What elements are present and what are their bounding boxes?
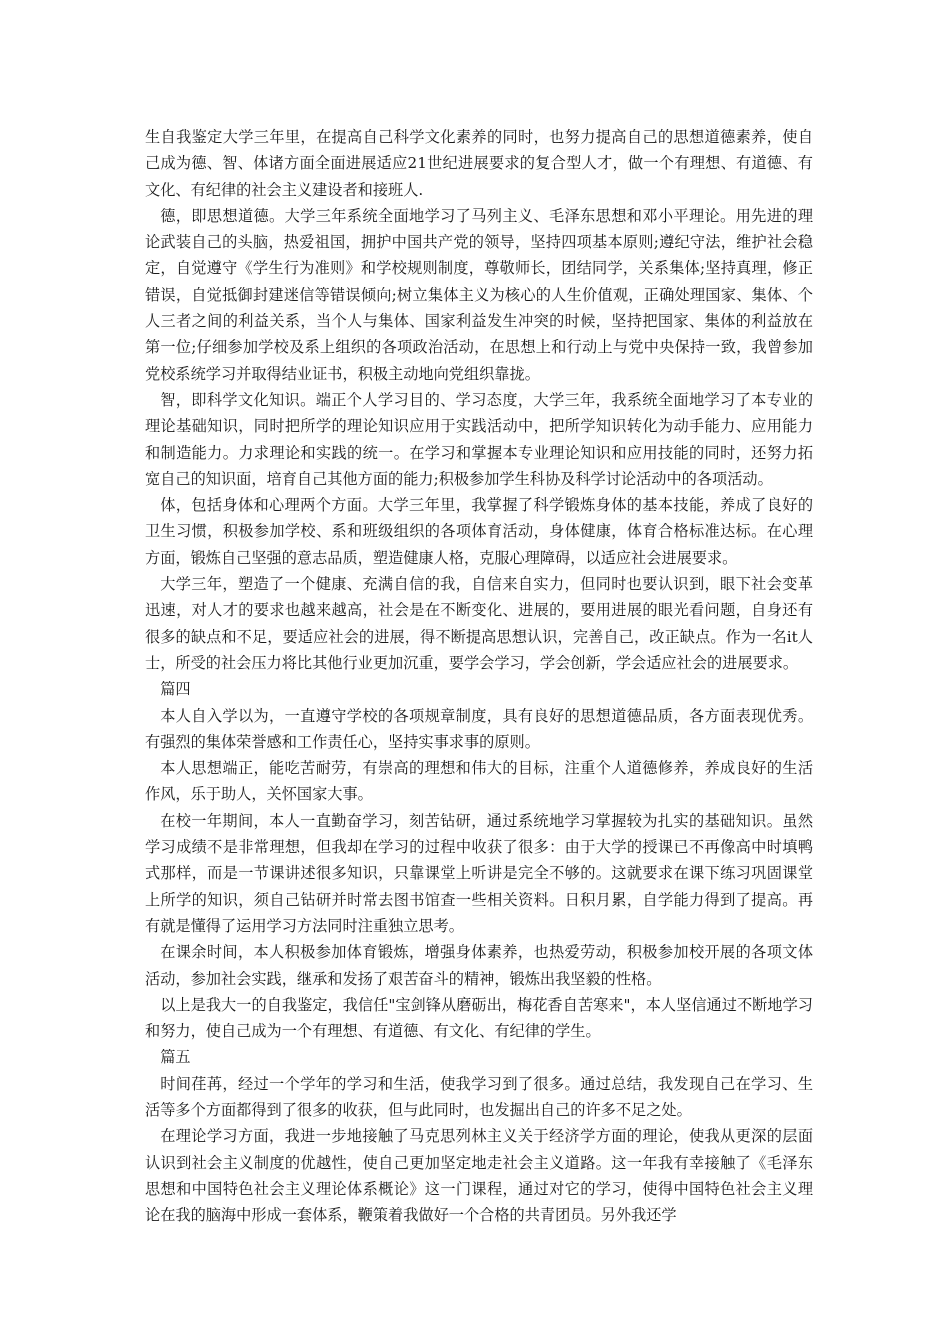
paragraph-year-review: 时间荏苒，经过一个学年的学习和生活，使我学习到了很多。通过总结，我发现自己在学习、生活等多个方面都得到了很多的收获，但与此同时，也发掘出自己的许多不足之处。 [145, 1074, 813, 1119]
paragraph-activities: 在课余时间，本人积极参加体育锻炼，增强身体素养，也热爱劳动，积极参加校开展的各项文体活动，参加社会实践，继承和发扬了艰苦奋斗的精神，锻炼出我坚毅的性格。 [145, 943, 813, 988]
paragraph-intro: 生自我鉴定大学三年里，在提高自己科学文化素养的同时，也努力提高自己的思想道德素养，使自己成为德、智、体诸方面全面进展适应21世纪进展要求的复合型人才，做一个有理想、有道德、有文化、有纪律的社会主义建设者和接班人. [145, 128, 813, 199]
paragraph-summary: 大学三年，塑造了一个健康、充满自信的我，自信来自实力，但同时也要认识到，眼下社会变革迅速，对人才的要求也越来越高，社会是在不断变化、进展的，要用进展的眼光看问题，自身还有很多的缺点和不足，要适应社会的进展，得不断提高思想认识，完善自己，改正缺点。作为一名it人士，所受的社会压力将比其他行业更加沉重，要学会学习，学会创新，学会适应社会的进展要求。 [145, 575, 813, 672]
paragraph-theory: 在理论学习方面，我进一步地接触了马克思列林主义关于经济学方面的理论，使我从更深的层面认识到社会主义制度的优越性，使自己更加坚定地走社会主义道路。这一年我有幸接触了《毛泽东思想和中国特色社会主义理论体系概论》这一门课程，通过对它的学习，使得中国特色社会主义理论在我的脑海中形成一套体系，鞭策着我做好一个合格的共青团员。另外我还学 [145, 1127, 813, 1225]
paragraph-rules: 本人自入学以为，一直遵守学校的各项规章制度，具有良好的思想道德品质，各方面表现优秀。有强烈的集体荣誉感和工作责任心，坚持实事求事的原则。 [145, 706, 813, 751]
paragraph-conclusion: 以上是我大一的自我鉴定，我信任"宝剑锋从磨砺出，梅花香自苦寒来"，本人坚信通过不断地学习和努力，使自己成为一个有理想、有道德、有文化、有纪律的学生。 [145, 995, 813, 1041]
document-body [145, 124, 813, 1228]
paragraph-intellect: 智，即科学文化知识。端正个人学习目的、学习态度，大学三年，我系统全面地学习了本专业的理论基础知识，同时把所学的理论知识应用于实践活动中，把所学知识转化为动手能力、应用能力和制造能力。力求理论和实践的统一。在学习和掌握本专业理论知识和应用技能的同时，还努力拓宽自己的知识面，培育自己其他方面的能力;积极参加学生科协及科学讨论活动中的各项活动。 [145, 390, 813, 488]
paragraph-character: 本人思想端正，能吃苦耐劳，有崇高的理想和伟大的目标，注重个人道德修养，养成良好的生活作风，乐于助人，关怀国家大事。 [145, 759, 813, 804]
section-heading-4: 篇四 [160, 680, 191, 699]
paragraph-study: 在校一年期间，本人一直勤奋学习，刻苦钻研，通过系统地学习掌握较为扎实的基础知识。虽然学习成绩不是非常理想，但我却在学习的过程中收获了很多：由于大学的授课已不再像高中时填鸭式那样，而是一节课讲述很多知识，只靠课堂上听讲是完全不够的。这就要求在课下练习巩固课堂上所学的知识，须自己钻研并时常去图书馆查一些相关资料。日积月累，自学能力得到了提高。再有就是懂得了运用学习方法同时注重独立思考。 [145, 811, 813, 935]
paragraph-physique: 体，包括身体和心理两个方面。大学三年里，我掌握了科学锻炼身体的基本技能，养成了良好的卫生习惯，积极参加学校、系和班级组织的各项体育活动，身体健康，体育合格标准达标。在心理方面，锻炼自己坚强的意志品质，塑造健康人格，克服心理障碍，以适应社会进展要求。 [145, 496, 813, 567]
paragraph-morality: 德，即思想道德。大学三年系统全面地学习了马列主义、毛泽东思想和邓小平理论。用先进的理论武装自己的头脑，热爱祖国，拥护中国共产党的领导，坚持四项基本原则;遵纪守法，维护社会稳定，自觉遵守《学生行为准则》和学校规则制度，尊敬师长，团结同学，关系集体;坚持真理，修正错误，自觉抵御封建迷信等错误倾向;树立集体主义为核心的人生价值观，正确处理国家、集体、个人三者之间的利益关系，当个人与集体、国家利益发生冲突的时候，坚持把国家、集体的利益放在第一位;仔细参加学校及系上组织的各项政治活动，在思想上和行动上与党中央保持一致，我曾参加党校系统学习并取得结业证书，积极主动地向党组织靠拢。 [145, 206, 813, 383]
section-heading-5: 篇五 [160, 1048, 191, 1067]
